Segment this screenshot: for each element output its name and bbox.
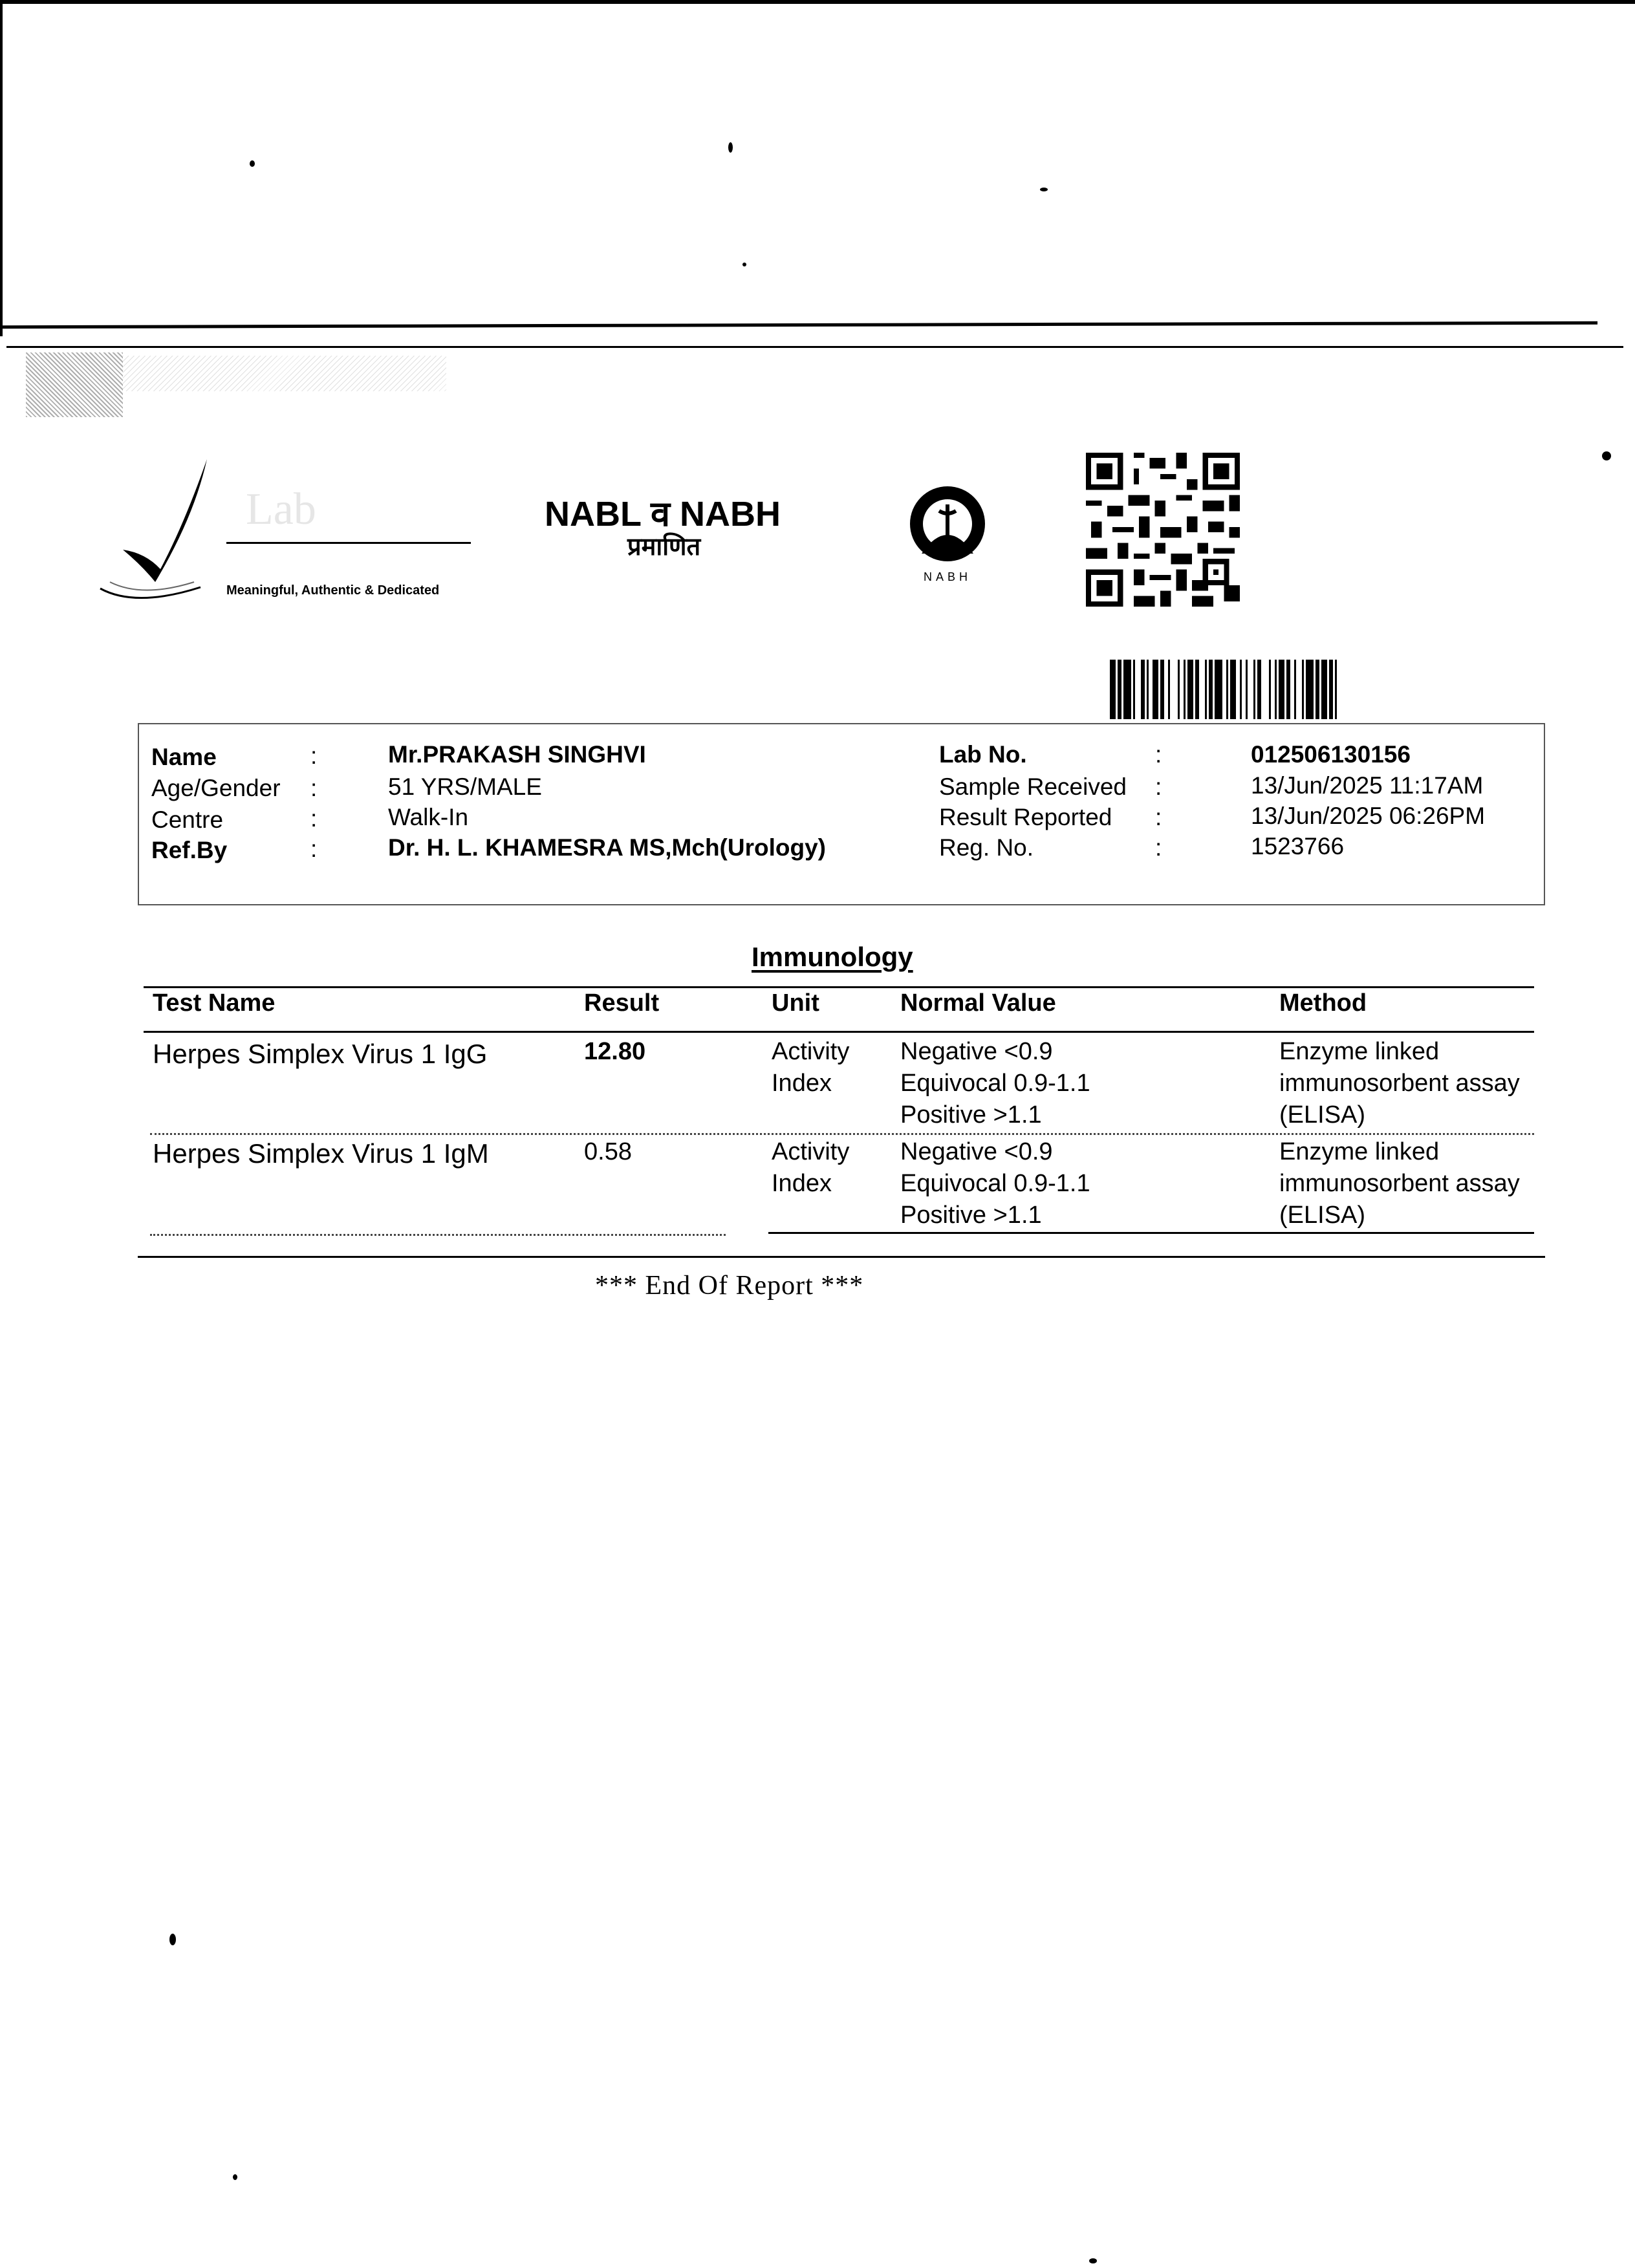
result-reported-label: Result Reported <box>939 804 1112 830</box>
unit-line: Activity <box>772 1038 850 1065</box>
scan-noise-2 <box>123 356 446 391</box>
method-line: (ELISA) <box>1279 1101 1366 1129</box>
separator: : <box>1155 804 1162 830</box>
age-gender-label: Age/Gender <box>151 775 281 801</box>
method-line: immunosorbent assay <box>1279 1170 1520 1197</box>
reg-no-label: Reg. No. <box>939 834 1034 861</box>
qr-code <box>1084 453 1242 607</box>
unit-line: Index <box>772 1170 832 1197</box>
header-normal-value: Normal Value <box>900 989 1056 1017</box>
table-top-rule <box>144 986 1534 988</box>
ref-by: Dr. H. L. KHAMESRA MS,Mch(Urology) <box>388 834 826 861</box>
test-name: Herpes Simplex Virus 1 IgG <box>153 1039 488 1069</box>
normal-line: Positive >1.1 <box>900 1202 1042 1229</box>
header-test-name: Test Name <box>153 989 276 1017</box>
row-divider <box>150 1234 726 1236</box>
speck <box>1040 188 1048 191</box>
header-method: Method <box>1279 989 1367 1017</box>
ref-by-label: Ref.By <box>151 837 228 863</box>
result-value: 0.58 <box>584 1138 632 1165</box>
lab-no-label: Lab No. <box>939 741 1027 768</box>
table-header-rule <box>144 1031 1534 1033</box>
header-unit: Unit <box>772 989 819 1017</box>
sample-received-label: Sample Received <box>939 773 1127 800</box>
tagline: Meaningful, Authentic & Dedicated <box>226 583 440 598</box>
centre: Walk-In <box>388 804 469 830</box>
separator: : <box>310 836 318 862</box>
end-of-report: *** End Of Report *** <box>595 1271 864 1301</box>
unit-line: Index <box>772 1070 832 1097</box>
reg-no: 1523766 <box>1251 833 1345 859</box>
speck <box>169 1934 176 1945</box>
method-line: (ELISA) <box>1279 1202 1366 1229</box>
unit-line: Activity <box>772 1138 850 1165</box>
centre-label: Centre <box>151 806 224 833</box>
normal-line: Negative <0.9 <box>900 1038 1053 1065</box>
separator: : <box>1155 773 1162 800</box>
tagline-rule <box>226 542 471 544</box>
method-line: Enzyme linked <box>1279 1038 1440 1065</box>
scan-noise <box>26 352 123 417</box>
table-bottom-rule <box>138 1256 1545 1258</box>
separator: : <box>1155 834 1162 861</box>
scan-edge-top <box>0 0 1635 4</box>
normal-line: Positive >1.1 <box>900 1101 1042 1129</box>
normal-line: Equivocal 0.9-1.1 <box>900 1070 1090 1097</box>
row-divider <box>150 1133 1534 1135</box>
scan-fold-line <box>0 321 1597 329</box>
result-value: 12.80 <box>584 1038 646 1065</box>
separator: : <box>310 775 318 801</box>
method-line: Enzyme linked <box>1279 1138 1440 1165</box>
separator: : <box>310 805 318 832</box>
speck <box>1602 451 1611 460</box>
row-bottom-rule <box>768 1232 1534 1234</box>
speck <box>742 263 746 266</box>
method-line: immunosorbent assay <box>1279 1070 1520 1097</box>
speck <box>1089 2258 1097 2263</box>
patient-name: Mr.PRAKASH SINGHVI <box>388 741 646 768</box>
lab-no: 012506130156 <box>1251 741 1411 768</box>
normal-line: Equivocal 0.9-1.1 <box>900 1170 1090 1197</box>
separator: : <box>310 742 318 769</box>
speck <box>250 160 255 167</box>
name-label: Name <box>151 744 217 770</box>
accreditation-subtitle: प्रमाणित <box>627 534 701 561</box>
section-title: Immunology <box>752 942 913 972</box>
barcode <box>1110 660 1524 719</box>
svg-text:Lab: Lab <box>246 484 316 534</box>
scan-fold-line-2 <box>6 346 1623 348</box>
nabh-logo <box>899 477 996 587</box>
result-reported: 13/Jun/2025 06:26PM <box>1251 803 1486 829</box>
scan-edge-left <box>0 0 3 336</box>
accreditation-title: NABL व NABH <box>545 495 781 534</box>
header-result: Result <box>584 989 660 1017</box>
sample-received: 13/Jun/2025 11:17AM <box>1251 772 1484 799</box>
nabh-logo-text: NABH <box>923 570 972 583</box>
age-gender: 51 YRS/MALE <box>388 773 542 800</box>
separator: : <box>1155 741 1162 768</box>
speck <box>728 142 733 153</box>
speck <box>233 2174 237 2180</box>
normal-line: Negative <0.9 <box>900 1138 1053 1165</box>
test-name: Herpes Simplex Virus 1 IgM <box>153 1138 489 1169</box>
